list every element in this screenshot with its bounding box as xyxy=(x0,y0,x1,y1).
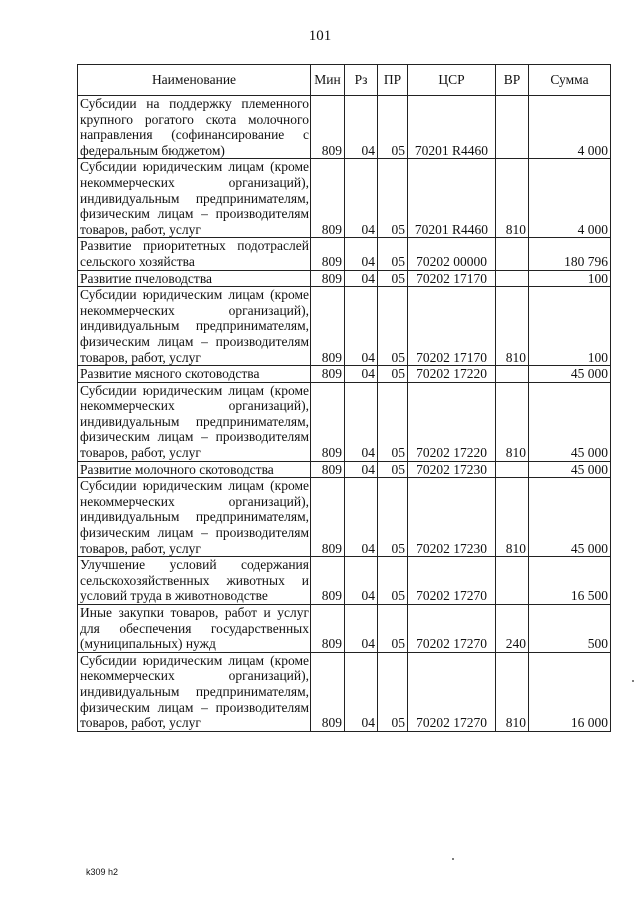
cell-pr: 05 xyxy=(378,96,408,159)
cell-min: 809 xyxy=(311,96,345,159)
cell-vr xyxy=(496,557,529,605)
header-name: Наименование xyxy=(78,65,311,96)
cell-pr: 05 xyxy=(378,557,408,605)
cell-min: 809 xyxy=(311,461,345,478)
cell-pr: 05 xyxy=(378,478,408,557)
cell-csr: 70202 17270 xyxy=(408,557,496,605)
table-row xyxy=(78,557,611,605)
cell-name: Субсидии юридическим лицам (кроме некоммерческих организаций), индивидуальным предпринимателям, физическим лицам – производителям товаров, работ, услуг xyxy=(78,652,311,731)
cell-name: Развитие мясного скотоводства xyxy=(78,366,311,383)
cell-name: Субсидии на поддержку племенного крупного рогатого скота молочного направления (софинансирование с федеральным бюджетом) xyxy=(78,96,311,159)
cell-vr: 810 xyxy=(496,478,529,557)
cell-min: 809 xyxy=(311,287,345,366)
cell-name: Субсидии юридическим лицам (кроме некоммерческих организаций), индивидуальным предпринимателям, физическим лицам – производителям товаров, работ, услуг xyxy=(78,382,311,461)
cell-rz: 04 xyxy=(345,366,378,383)
cell-sum: 4 000 xyxy=(529,159,611,238)
cell-csr: 70202 17270 xyxy=(408,605,496,653)
table-row xyxy=(78,605,611,653)
scan-speck xyxy=(632,680,634,682)
cell-rz: 04 xyxy=(345,557,378,605)
cell-vr: 810 xyxy=(496,652,529,731)
cell-sum: 45 000 xyxy=(529,478,611,557)
cell-vr xyxy=(496,461,529,478)
header-min: Мин xyxy=(311,65,345,96)
cell-name: Субсидии юридическим лицам (кроме некоммерческих организаций), индивидуальным предпринимателям, физическим лицам – производителям товаров, работ, услуг xyxy=(78,478,311,557)
header-pr: ПР xyxy=(378,65,408,96)
cell-pr: 05 xyxy=(378,382,408,461)
cell-csr: 70202 17270 xyxy=(408,652,496,731)
table-row xyxy=(78,478,611,557)
cell-rz: 04 xyxy=(345,382,378,461)
cell-rz: 04 xyxy=(345,96,378,159)
cell-sum: 16 000 xyxy=(529,652,611,731)
cell-csr: 70202 17170 xyxy=(408,270,496,287)
cell-min: 809 xyxy=(311,652,345,731)
cell-csr: 70201 R4460 xyxy=(408,96,496,159)
cell-sum: 180 796 xyxy=(529,238,611,270)
cell-csr: 70202 17230 xyxy=(408,478,496,557)
cell-sum: 100 xyxy=(529,270,611,287)
cell-vr xyxy=(496,238,529,270)
table-row xyxy=(78,238,611,270)
table-header-row xyxy=(78,65,611,96)
cell-rz: 04 xyxy=(345,652,378,731)
scan-speck xyxy=(452,858,454,860)
cell-min: 809 xyxy=(311,382,345,461)
table-row xyxy=(78,96,611,159)
cell-vr: 810 xyxy=(496,287,529,366)
cell-pr: 05 xyxy=(378,270,408,287)
cell-vr: 240 xyxy=(496,605,529,653)
header-rz: Рз xyxy=(345,65,378,96)
table-row xyxy=(78,652,611,731)
cell-min: 809 xyxy=(311,238,345,270)
cell-csr: 70202 17220 xyxy=(408,382,496,461)
table-row xyxy=(78,287,611,366)
cell-pr: 05 xyxy=(378,287,408,366)
cell-pr: 05 xyxy=(378,652,408,731)
cell-rz: 04 xyxy=(345,461,378,478)
table-row xyxy=(78,382,611,461)
cell-rz: 04 xyxy=(345,159,378,238)
cell-name: Улучшение условий содержания сельскохозяйственных животных и условий труда в животноводстве xyxy=(78,557,311,605)
table-body xyxy=(78,96,611,732)
cell-rz: 04 xyxy=(345,478,378,557)
cell-name: Субсидии юридическим лицам (кроме некоммерческих организаций), индивидуальным предпринимателям, физическим лицам – производителям товаров, работ, услуг xyxy=(78,287,311,366)
cell-rz: 04 xyxy=(345,238,378,270)
cell-pr: 05 xyxy=(378,366,408,383)
cell-sum: 500 xyxy=(529,605,611,653)
cell-name: Развитие приоритетных подотраслей сельского хозяйства xyxy=(78,238,311,270)
cell-vr xyxy=(496,96,529,159)
cell-vr: 810 xyxy=(496,382,529,461)
cell-name: Развитие молочного скотоводства xyxy=(78,461,311,478)
cell-sum: 45 000 xyxy=(529,366,611,383)
cell-sum: 16 500 xyxy=(529,557,611,605)
header-vr: ВР xyxy=(496,65,529,96)
cell-sum: 45 000 xyxy=(529,382,611,461)
cell-vr xyxy=(496,270,529,287)
cell-csr: 70202 17220 xyxy=(408,366,496,383)
cell-vr xyxy=(496,366,529,383)
cell-sum: 100 xyxy=(529,287,611,366)
cell-sum: 45 000 xyxy=(529,461,611,478)
header-csr: ЦСР xyxy=(408,65,496,96)
header-sum: Сумма xyxy=(529,65,611,96)
cell-csr: 70201 R4460 xyxy=(408,159,496,238)
footer-code: k309 h2 xyxy=(86,867,119,877)
cell-sum: 4 000 xyxy=(529,96,611,159)
table-row xyxy=(78,366,611,383)
budget-table xyxy=(77,64,611,732)
cell-name: Субсидии юридическим лицам (кроме некоммерческих организаций), индивидуальным предпринимателям, физическим лицам – производителям товаров, работ, услуг xyxy=(78,159,311,238)
cell-pr: 05 xyxy=(378,159,408,238)
cell-min: 809 xyxy=(311,557,345,605)
cell-vr: 810 xyxy=(496,159,529,238)
cell-csr: 70202 17230 xyxy=(408,461,496,478)
cell-min: 809 xyxy=(311,270,345,287)
cell-rz: 04 xyxy=(345,287,378,366)
table-row xyxy=(78,461,611,478)
cell-pr: 05 xyxy=(378,605,408,653)
cell-min: 809 xyxy=(311,478,345,557)
table-row xyxy=(78,270,611,287)
page-number: 101 xyxy=(308,28,332,44)
cell-pr: 05 xyxy=(378,461,408,478)
cell-name: Иные закупки товаров, работ и услуг для обеспечения государственных (муниципальных) нужд xyxy=(78,605,311,653)
cell-csr: 70202 00000 xyxy=(408,238,496,270)
cell-csr: 70202 17170 xyxy=(408,287,496,366)
cell-name: Развитие пчеловодства xyxy=(78,270,311,287)
cell-rz: 04 xyxy=(345,605,378,653)
table-row xyxy=(78,159,611,238)
cell-min: 809 xyxy=(311,159,345,238)
cell-rz: 04 xyxy=(345,270,378,287)
cell-pr: 05 xyxy=(378,238,408,270)
cell-min: 809 xyxy=(311,366,345,383)
cell-min: 809 xyxy=(311,605,345,653)
